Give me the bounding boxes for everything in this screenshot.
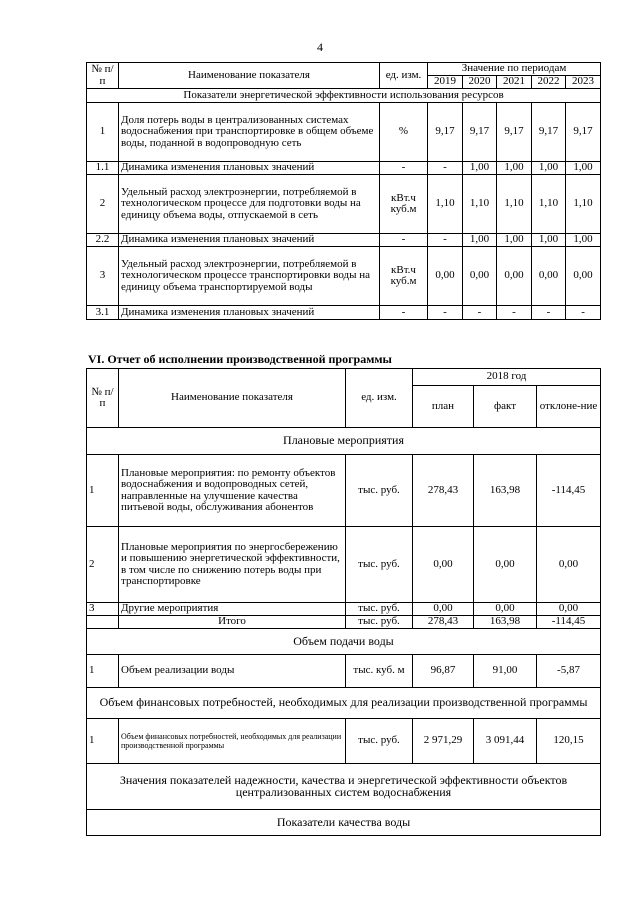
row-deviation: 0,00 — [537, 603, 601, 616]
row-value: 9,17 — [532, 103, 566, 162]
row-plan: 278,43 — [413, 455, 474, 527]
row-num: 3 — [87, 603, 119, 616]
row-fact: 91,00 — [474, 655, 537, 688]
row-fact: 0,00 — [474, 603, 537, 616]
row-num: 1 — [87, 103, 119, 162]
row-unit: - — [380, 162, 428, 175]
header-unit: ед. изм. — [346, 369, 413, 428]
row-value: 0,00 — [532, 247, 566, 306]
row-plan: 96,87 — [413, 655, 474, 688]
header-num: № п/п — [87, 369, 119, 428]
row-deviation: -5,87 — [537, 655, 601, 688]
row-unit: тыс. куб. м — [346, 655, 413, 688]
row-value: 1,00 — [566, 234, 601, 247]
row-deviation: -114,45 — [537, 455, 601, 527]
row-name: Удельный расход электроэнергии, потребляемой в технологическом процессе для подготовки воды на единицу объема воды, отпускаемой в сеть — [119, 175, 380, 234]
row-name: Плановые мероприятия по энергосбережению и повышению энергетической эффективности, в том числе по снижению потерь воды при транспортировке — [119, 527, 346, 603]
row-value: 1,10 — [566, 175, 601, 234]
page-number: 4 — [317, 40, 323, 54]
row-value: 1,00 — [463, 162, 497, 175]
row-unit: - — [380, 234, 428, 247]
row-value: - — [497, 306, 532, 320]
row-fact: 0,00 — [474, 527, 537, 603]
row-num: 1 — [87, 455, 119, 527]
row-unit: % — [380, 103, 428, 162]
row-value: 1,10 — [463, 175, 497, 234]
header-year: 2022 — [532, 76, 566, 89]
section-quality: Показатели качества воды — [87, 810, 601, 836]
row-value: - — [428, 162, 463, 175]
total-unit: тыс. руб. — [346, 616, 413, 629]
section-finance: Объем финансовых потребностей, необходимых для реализации производственной программы — [87, 688, 601, 719]
section-reliability: Значения показателей надежности, качества и энергетической эффективности объектов централизованных систем водоснабжения — [87, 764, 601, 810]
section-heading: VI. Отчет об исполнении производственной программы — [88, 352, 392, 366]
header-plan: план — [413, 386, 474, 428]
row-value: 0,00 — [566, 247, 601, 306]
header-period: Значение по периодам — [428, 63, 601, 76]
header-year: 2023 — [566, 76, 601, 89]
header-year: 2019 — [428, 76, 463, 89]
header-year: 2018 год — [413, 369, 601, 386]
row-value: 9,17 — [566, 103, 601, 162]
row-unit: тыс. руб. — [346, 455, 413, 527]
row-num: 2.2 — [87, 234, 119, 247]
row-name: Другие мероприятия — [119, 603, 346, 616]
header-unit: ед. изм. — [380, 63, 428, 89]
section-title: Показатели энергетической эффективности использования ресурсов — [87, 89, 601, 103]
row-plan: 0,00 — [413, 603, 474, 616]
row-unit: кВт.ч куб.м — [380, 247, 428, 306]
header-year: 2021 — [497, 76, 532, 89]
row-deviation: 120,15 — [537, 719, 601, 764]
row-name: Объем финансовых потребностей, необходимых для реализации производственной программы — [119, 719, 346, 764]
header-deviation: отклоне-ние — [537, 386, 601, 428]
row-plan: 2 971,29 — [413, 719, 474, 764]
header-fact: факт — [474, 386, 537, 428]
production-program-report-table — [86, 368, 601, 836]
row-name: Доля потерь воды в централизованных системах водоснабжения при транспортировке в общем объеме воды, поданной в водопроводную сеть — [119, 103, 380, 162]
row-value: - — [428, 306, 463, 320]
row-name: Удельный расход электроэнергии, потребляемой в технологическом процессе транспортировки воды на единицу объема транспортируемой воды — [119, 247, 380, 306]
row-plan: 0,00 — [413, 527, 474, 603]
row-value: 1,10 — [532, 175, 566, 234]
row-name: Динамика изменения плановых значений — [119, 162, 380, 175]
row-value: 1,00 — [532, 234, 566, 247]
total-plan: 278,43 — [413, 616, 474, 629]
row-num: 2 — [87, 175, 119, 234]
row-unit: тыс. руб. — [346, 719, 413, 764]
row-value: - — [463, 306, 497, 320]
row-value: 0,00 — [428, 247, 463, 306]
row-fact: 163,98 — [474, 455, 537, 527]
row-value: 1,00 — [497, 162, 532, 175]
row-num: 1 — [87, 655, 119, 688]
row-value: 0,00 — [463, 247, 497, 306]
row-value: 1,00 — [497, 234, 532, 247]
row-num: 1.1 — [87, 162, 119, 175]
row-name: Плановые мероприятия: по ремонту объектов водоснабжения и водопроводных сетей, направленные на улучшение качества питьевой воды, обслуживания абонентов — [119, 455, 346, 527]
row-value: - — [532, 306, 566, 320]
header-name: Наименование показателя — [119, 63, 380, 89]
section-planned: Плановые мероприятия — [87, 428, 601, 455]
row-unit: тыс. руб. — [346, 603, 413, 616]
row-value: 9,17 — [497, 103, 532, 162]
row-num: 1 — [87, 719, 119, 764]
row-name: Динамика изменения плановых значений — [119, 306, 380, 320]
row-unit: - — [380, 306, 428, 320]
row-unit: кВт.ч куб.м — [380, 175, 428, 234]
row-value: - — [566, 306, 601, 320]
row-num: 3.1 — [87, 306, 119, 320]
total-label: Итого — [119, 616, 346, 629]
row-value: 9,17 — [463, 103, 497, 162]
row-value: 0,00 — [497, 247, 532, 306]
total-deviation: -114,45 — [537, 616, 601, 629]
section-supply: Объем подачи воды — [87, 629, 601, 655]
row-num: 3 — [87, 247, 119, 306]
header-num: № п/п — [87, 63, 119, 89]
row-deviation: 0,00 — [537, 527, 601, 603]
row-num — [87, 616, 119, 629]
row-value: 1,00 — [463, 234, 497, 247]
row-value: 1,00 — [532, 162, 566, 175]
header-year: 2020 — [463, 76, 497, 89]
row-value: 1,00 — [566, 162, 601, 175]
row-name: Объем реализации воды — [119, 655, 346, 688]
header-name: Наименование показателя — [119, 369, 346, 428]
energy-efficiency-table — [86, 62, 601, 320]
row-num: 2 — [87, 527, 119, 603]
row-value: 1,10 — [497, 175, 532, 234]
row-fact: 3 091,44 — [474, 719, 537, 764]
row-value: 9,17 — [428, 103, 463, 162]
row-value: - — [428, 234, 463, 247]
row-unit: тыс. руб. — [346, 527, 413, 603]
row-name: Динамика изменения плановых значений — [119, 234, 380, 247]
total-fact: 163,98 — [474, 616, 537, 629]
row-value: 1,10 — [428, 175, 463, 234]
